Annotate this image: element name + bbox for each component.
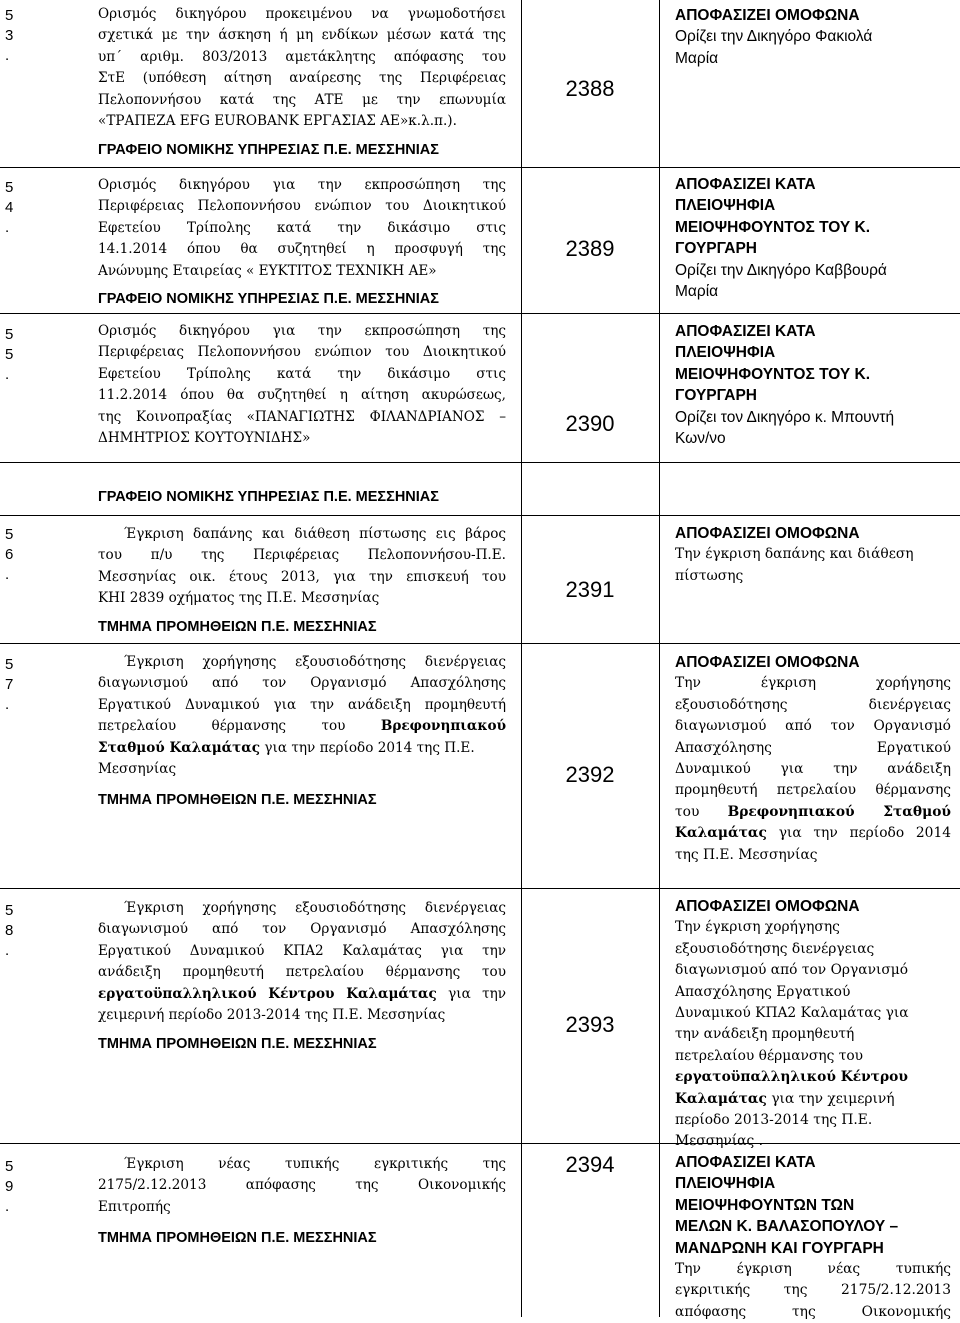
item-subject: Έγκριση νέας τυπικής εγκριτικής της 2175/2.12.2013 απόφασης της Οικονομικής Επιτροπής (98, 1156, 506, 1215)
decision-number: 2394 (565, 1152, 615, 1177)
decision-number: 2388 (565, 76, 615, 101)
decision-text: ΑΠΟΦΑΣΙΖΕΙ ΚΑΤΑ ΠΛΕΙΟΨΗΦΙΑ ΜΕΙΟΨΗΦΟΥΝΤΟΣ ΤΟΥ Κ. ΓΟΥΡΓΑΡΗ Ορίζει τον Δικηγόρο κ. Μπουντή Κων/νο (675, 323, 895, 448)
item-number: 5 6 . (5, 526, 14, 583)
item-subject: Έγκριση χορήγησης εξουσιοδότησης διενέργειας διαγωνισμού από τον Οργανισμό Απασχόλησης Εργατικού Δυναμικού ΚΠΑ2 Καλαμάτας για την ανάδειξη προμηθευτή πετρελαίου θέρμανσης του εργατοϋπαλληλικού Κέντρου Καλαμάτας για την χειμερινή περίοδο 2013-2014 της Π.Ε. Μεσσηνίας (98, 900, 506, 1024)
decision-text: ΑΠΟΦΑΣΙΖΕΙ ΟΜΟΦΩΝΑ Ορίζει την Δικηγόρο Φακιολά Μαρία (675, 7, 873, 67)
decision-text: ΑΠΟΦΑΣΙΖΕΙ ΟΜΟΦΩΝΑ Την έγκριση δαπάνης και διάθεση πίστωσης (675, 525, 914, 584)
item-number: 5 3 . (5, 7, 14, 64)
item-number: 5 4 . (5, 179, 14, 236)
item-number: 5 5 . (5, 326, 14, 383)
decision-text: ΑΠΟΦΑΣΙΖΕΙ ΟΜΟΦΩΝΑ Την έγκριση χορήγησης εξουσιοδότησης διενέργειας διαγωνισμού από τον Οργανισμό Απασχόλησης Εργατικού Δυναμικού για την ανάδειξη προμηθευτή πετρελαίου θέρμανσης του Βρεφονηπιακού Σταθμού Καλαμάτας για την περίοδο 2014 της Π.Ε. Μεσσηνίας (675, 654, 951, 863)
responsible-office: ΓΡΑΦΕΙΟ ΝΟΜΙΚΗΣ ΥΠΗΡΕΣΙΑΣ Π.Ε. ΜΕΣΣΗΝΙΑΣ (98, 291, 439, 307)
decision-text: ΑΠΟΦΑΣΙΖΕΙ ΟΜΟΦΩΝΑ Την έγκριση χορήγησης εξουσιοδότησης διενέργειας διαγωνισμού από τον Οργανισμό Απασχόλησης Εργατικού Δυναμικού ΚΠΑ2 Καλαμάτας για την ανάδειξη προμηθευτή πετρελαίου θέρμανσης του εργατοϋπαλληλικού Κέντρου Καλαμάτας για την χειμερινή περίοδο 2013-2014 της Π.Ε. Μεσσηνίας . (675, 898, 909, 1150)
item-subject: Ορισμός δικηγόρου για την εκπροσώπηση της Περιφέρειας Πελοποννήσου ενώπιον του Διοικητικού Εφετείου Τρίπολης κατά την δικάσιμο στις 11.2.2014 όπου θα συζητηθεί η αίτηση ακυρώσεως, της Κοινοπραξίας «ΠΑΝΑΓΙΩΤΗΣ ΦΙΛΑΝΔΡΙΑΝΟΣ – ΔΗΜΗΤΡΙΟΣ ΚΟΥΤΟΥΝΙΔΗΣ» (98, 323, 506, 447)
item-subject: Έγκριση χορήγησης εξουσιοδότησης διενέργειας διαγωνισμού από τον Οργανισμό Απασχόλησης Εργατικού Δυναμικού για την ανάδειξη προμηθευτή πετρελαίου θέρμανσης του Βρεφονηπιακού Σταθμού Καλαμάτας για την περίοδο 2014 της Π.Ε. Μεσσηνίας (98, 654, 507, 778)
row-divider (0, 888, 960, 889)
column-divider (659, 0, 660, 1317)
responsible-office: ΤΜΗΜΑ ΠΡΟΜΗΘΕΙΩΝ Π.Ε. ΜΕΣΣΗΝΙΑΣ (98, 792, 377, 808)
item-number: 5 8 . (5, 902, 14, 959)
decision-number: 2393 (565, 1012, 615, 1037)
responsible-office: ΓΡΑΦΕΙΟ ΝΟΜΙΚΗΣ ΥΠΗΡΕΣΙΑΣ Π.Ε. ΜΕΣΣΗΝΙΑΣ (98, 142, 439, 158)
decision-number: 2389 (565, 236, 615, 261)
responsible-office: ΤΜΗΜΑ ΠΡΟΜΗΘΕΙΩΝ Π.Ε. ΜΕΣΣΗΝΙΑΣ (98, 1036, 377, 1052)
row-divider (0, 167, 960, 168)
responsible-office: ΓΡΑΦΕΙΟ ΝΟΜΙΚΗΣ ΥΠΗΡΕΣΙΑΣ Π.Ε. ΜΕΣΣΗΝΙΑΣ (98, 489, 439, 505)
row-divider (0, 313, 960, 314)
decision-text: ΑΠΟΦΑΣΙΖΕΙ ΚΑΤΑ ΠΛΕΙΟΨΗΦΙΑ ΜΕΙΟΨΗΦΟΥΝΤΩΝ ΤΩΝ ΜΕΛΩΝ Κ. ΒΑΛΑΣΟΠΟΥΛΟΥ – ΜΑΝΔΡΩΝΗ ΚΑΙ ΓΟΥΡΓΑΡΗ Την έγκριση νέας τυπικής εγκριτικής της 2175/2.12.2013 απόφασης της Οικονομικής (675, 1154, 951, 1320)
decision-number: 2391 (565, 577, 615, 602)
row-divider (0, 643, 960, 644)
responsible-office: ΤΜΗΜΑ ΠΡΟΜΗΘΕΙΩΝ Π.Ε. ΜΕΣΣΗΝΙΑΣ (98, 619, 377, 635)
decision-text: ΑΠΟΦΑΣΙΖΕΙ ΚΑΤΑ ΠΛΕΙΟΨΗΦΙΑ ΜΕΙΟΨΗΦΟΥΝΤΟΣ ΤΟΥ Κ. ΓΟΥΡΓΑΡΗ Ορίζει την Δικηγόρο Καββουρά Μαρία (675, 176, 887, 301)
item-number: 5 9 . (5, 1158, 14, 1215)
responsible-office: ΤΜΗΜΑ ΠΡΟΜΗΘΕΙΩΝ Π.Ε. ΜΕΣΣΗΝΙΑΣ (98, 1230, 377, 1246)
item-subject: Ορισμός δικηγόρου προκειμένου να γνωμοδοτήσει σχετικά με την άσκηση ή μη ενδίκων μέσων κατά της υπ΄ αριθμ. 803/2013 αμετάκλητης απόφασης του ΣτΕ (υπόθεση αίτηση αναίρεσης της Περιφέρειας Πελοποννήσου κατά της ΑΤΕ με την επωνυμία «ΤΡΑΠΕΖΑ EFG EUROBANK ΕΡΓΑΣΙΑΣ ΑΕ»κ.λ.π.). (98, 6, 506, 130)
item-subject: Ορισμός δικηγόρου για την εκπροσώπηση της Περιφέρειας Πελοποννήσου ενώπιον του Διοικητικού Εφετείου Τρίπολης κατά την δικάσιμο στις 14.1.2014 όπου θα συζητηθεί η προσφυγή της Ανώνυμης Εταιρείας « ΕΥΚΤΙΤΟΣ ΤΕΧΝΙΚΗ ΑΕ» (98, 177, 506, 279)
column-divider (521, 0, 522, 1317)
row-divider (0, 515, 960, 516)
item-number: 5 7 . (5, 656, 14, 713)
row-divider (0, 462, 960, 463)
decision-number: 2390 (565, 411, 615, 436)
decision-number: 2392 (565, 762, 615, 787)
item-subject: Έγκριση δαπάνης και διάθεση πίστωσης εις βάρος του π/υ της Περιφέρειας Πελοποννήσου-Π.Ε. Μεσσηνίας οικ. έτους 2013, για την επισκευή του ΚΗΙ 2839 οχήματος της Π.Ε. Μεσσηνίας (98, 526, 506, 607)
